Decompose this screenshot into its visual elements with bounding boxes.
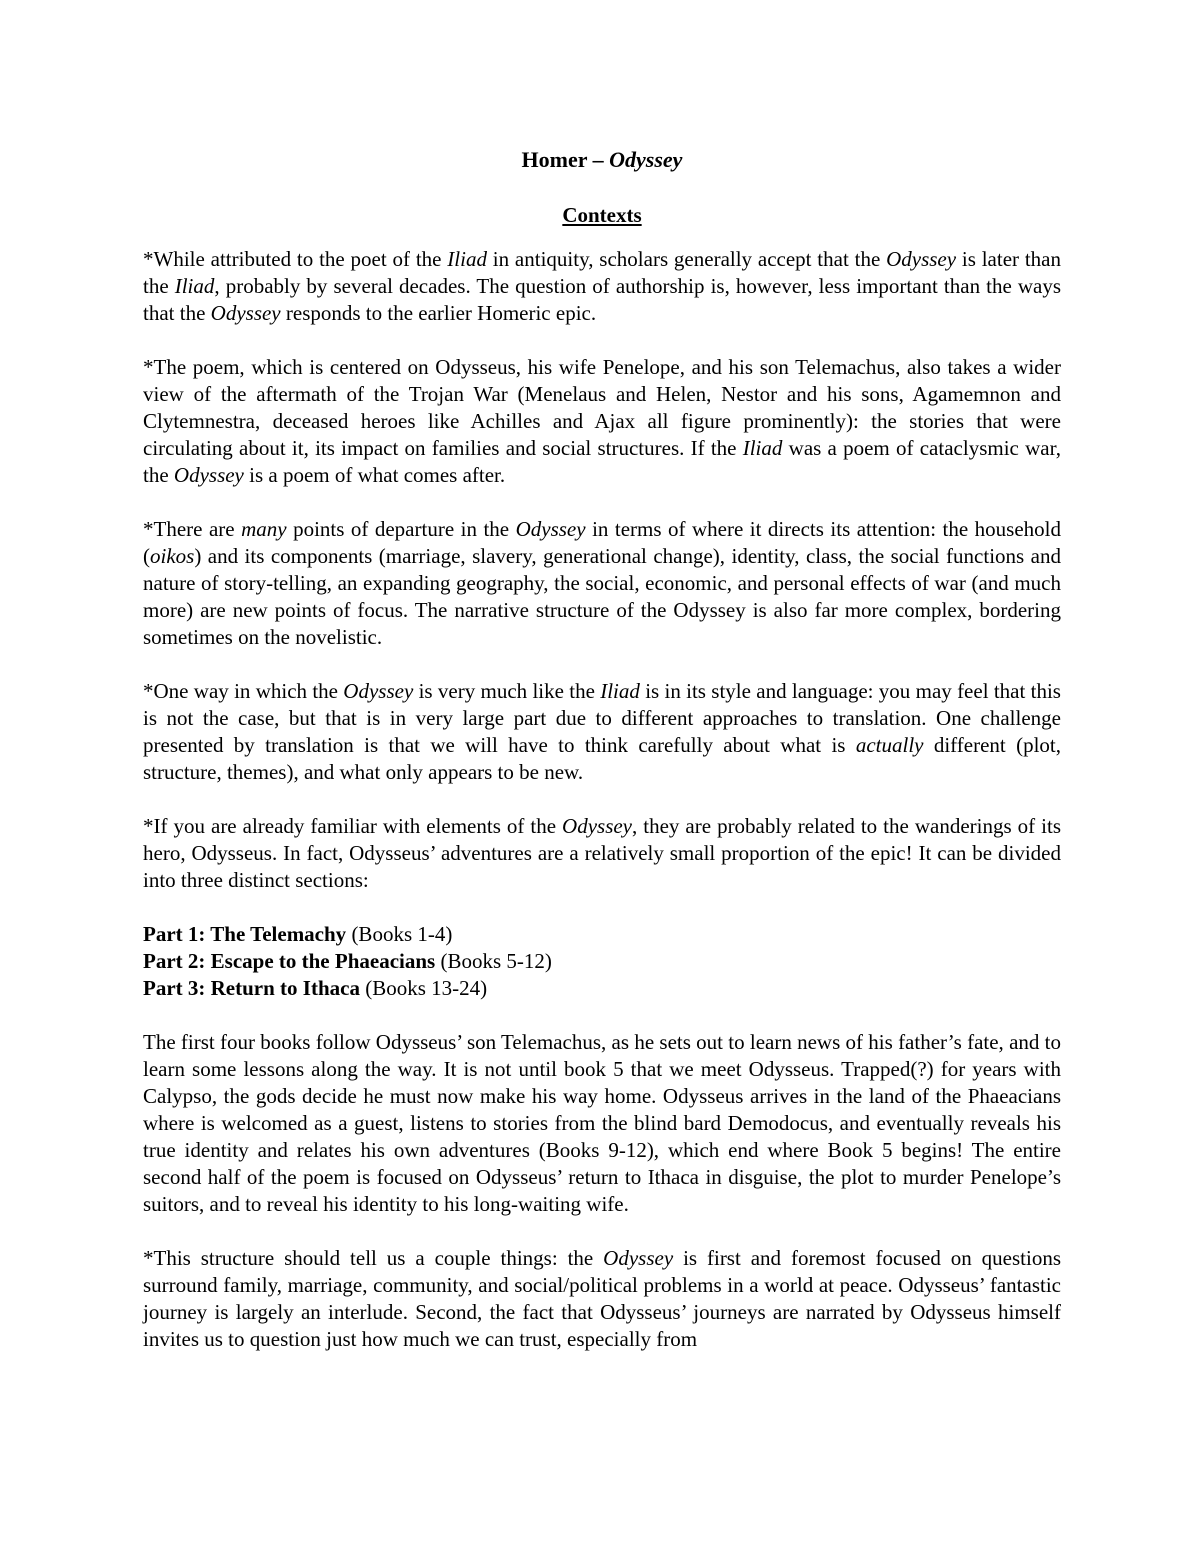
text-run: in antiquity, scholars generally accept that the [486, 247, 887, 271]
text-run: , probably by several decades. The question of authorship is, however, less important than the ways that the [143, 274, 1062, 325]
text-run: responds to the earlier Homeric epic. [280, 301, 597, 325]
text-run: is first and foremost focused on questions surround family, marriage, community, and social/political problems in a world at peace. Odysseus’ fantastic journey is largely an interlude. Second, the fact that Odysseus’ journeys are narrated by Odysseus himself invites us to question just how much we can trust, especially from [143, 1246, 1061, 1351]
paragraph-style [143, 678, 1061, 786]
italic-run: Iliad [447, 247, 487, 271]
text-run: different (plot, structure, themes), and what only appears to be new. [143, 733, 1061, 784]
italic-run: many [241, 517, 287, 541]
italic-run: Iliad [174, 274, 215, 298]
text-run: is very much like the [413, 679, 601, 703]
title-work: Odyssey [609, 147, 683, 172]
text-run: ) and its components (marriage, slavery, generational change), identity, class, the social functions and nature of story-telling, an expanding geography, the social, economic, and personal effects of war (and much more) are new points of focus. The narrative structure of the Odyssey is also far more complex, bordering sometimes on the novelistic. [143, 544, 1061, 649]
text-run: *If you are already familiar with elements of the [143, 814, 563, 838]
text-run: *The poem, which is centered on Odysseus, his wife Penelope, and his son Telemachus, also takes a wider view of the aftermath of the Trojan War (Menelaus and Helen, Nestor and his sons, Agamemnon and Clytemnestra, deceased heroes like Achilles and Ajax all figure prominently): the stories that were circulating about it, its impact on families and social structures. If the [143, 355, 1061, 460]
italic-run: Odyssey [515, 517, 586, 541]
paragraph-familiar [143, 813, 1061, 894]
italic-run: oikos [150, 544, 195, 568]
text-run: in terms of where it directs its attention: the household ( [143, 517, 1061, 568]
italic-run: Odyssey [562, 814, 633, 838]
italic-run: Odyssey [210, 301, 281, 325]
part-item [143, 975, 1061, 1002]
text-run: is in its style and language: you may feel that this is not the case, but that is in very large part due to different approaches to translation. One challenge presented by translation is that we will have to think carefully about what is [143, 679, 1061, 757]
part-books: (Books 5-12) [435, 949, 552, 973]
italic-run: Odyssey [343, 679, 414, 703]
paragraph-authorship [143, 246, 1061, 327]
text-run: *This structure should tell us a couple things: the [143, 1246, 604, 1270]
italic-run: Iliad [742, 436, 783, 460]
part-label: Part 3: Return to Ithaca [143, 976, 360, 1000]
document-page [143, 140, 1061, 1353]
document-title [143, 140, 1061, 180]
parts-list [143, 921, 1061, 1002]
paragraph-summary: The first four books follow Odysseus’ son Telemachus, as he sets out to learn news of his father’s fate, and to learn some lessons along the way. It is not until book 5 that we meet Odysseus. Trapped(?) for years with Calypso, the gods decide he must now make his way home. Odysseus arrives in the land of the Phaeacians where is welcomed as a guest, listens to stories from the blind bard Demodocus, and eventually reveals his true identity and relates his own adventures (Books 9-12), which end where Book 5 begins! The entire second half of the poem is focused on Odysseus’ return to Ithaca in disguise, the plot to murder Penelope’s suitors, and to reveal his identity to his long-waiting wife. [143, 1030, 1061, 1216]
text-run: is later than the [143, 247, 1061, 298]
italic-run: Iliad [600, 679, 640, 703]
paragraph-structure [143, 1245, 1061, 1353]
italic-run: Odyssey [603, 1246, 674, 1270]
part-label: Part 1: The Telemachy [143, 922, 347, 946]
text-run: was a poem of cataclysmic war, the [143, 436, 1061, 487]
italic-run: Odyssey [173, 463, 244, 487]
italic-run: Odyssey [886, 247, 957, 271]
text-run: points of departure in the [286, 517, 516, 541]
part-label: Part 2: Escape to the Phaeacians [143, 949, 436, 973]
section-heading: Contexts [562, 203, 642, 227]
part-books: (Books 1-4) [346, 922, 453, 946]
italic-run: actually [855, 733, 924, 757]
text-run: is a poem of what comes after. [243, 463, 506, 487]
title-author: Homer [521, 147, 588, 172]
text-run: *One way in which the [143, 679, 344, 703]
text-run: *While attributed to the poet of the [143, 247, 448, 271]
part-item [143, 921, 1061, 948]
paragraph-aftermath [143, 354, 1061, 489]
text-run: *There are [143, 517, 242, 541]
title-dash: – [587, 147, 610, 172]
part-books: (Books 13-24) [359, 976, 488, 1000]
text-run: , they are probably related to the wanderings of its hero, Odysseus. In fact, Odysseus’ adventures are a relatively small proportion of the epic! It can be divided into three distinct sections: [143, 814, 1061, 892]
paragraph-departure [143, 516, 1061, 651]
part-item [143, 948, 1061, 975]
